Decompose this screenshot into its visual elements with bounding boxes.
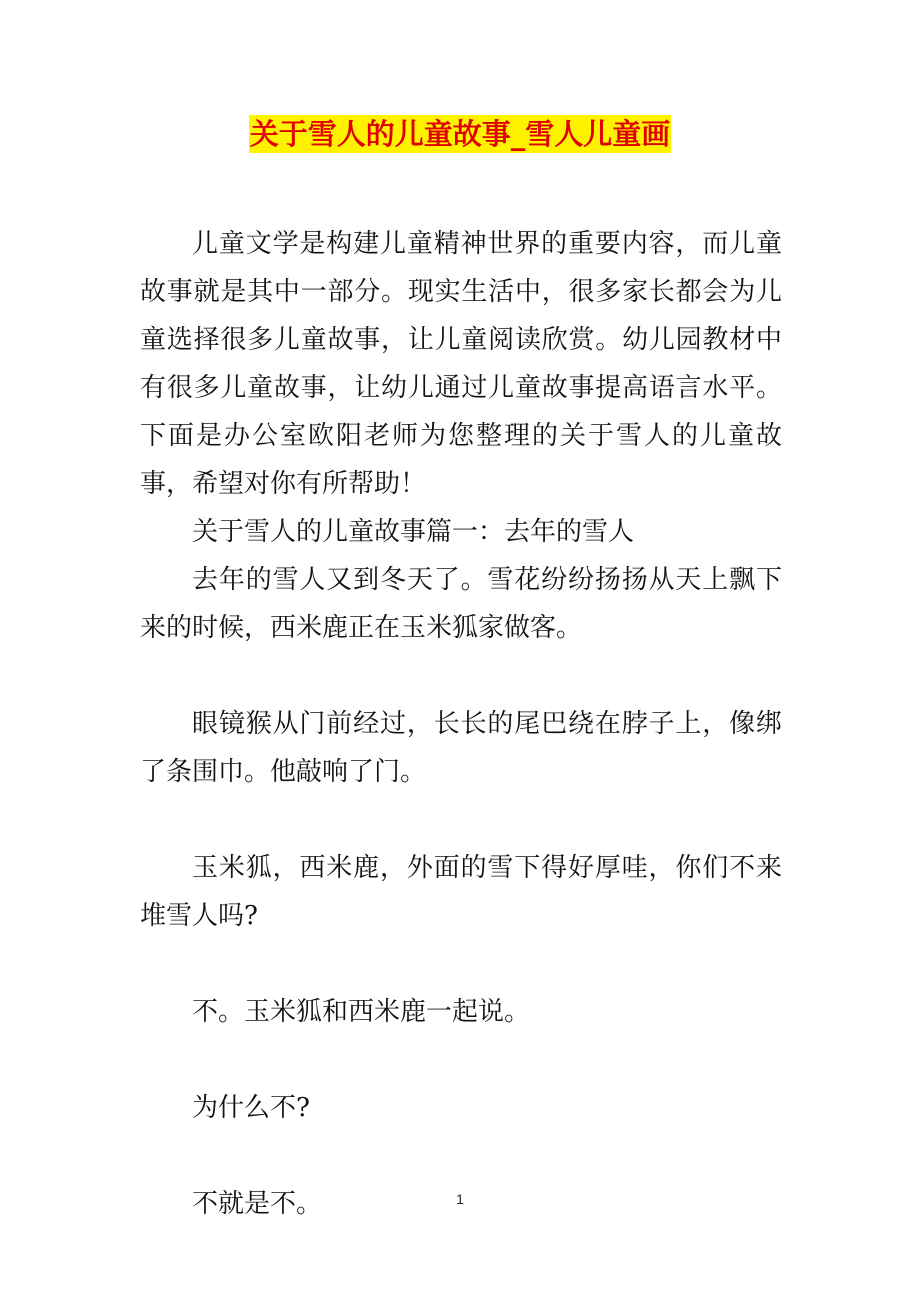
story-paragraph: 玉米狐，西米鹿，外面的雪下得好厚哇，你们不来堆雪人吗?	[140, 853, 782, 931]
section-heading: 关于雪人的儿童故事篇一：去年的雪人	[192, 517, 635, 547]
paragraph-spacer	[140, 1132, 782, 1180]
paragraph-spacer	[140, 1036, 782, 1084]
document-body	[140, 220, 782, 1228]
intro-paragraph: 儿童文学是构建儿童精神世界的重要内容，而儿童故事就是其中一部分。现实生活中，很多家长都会为儿童选择很多儿童故事，让儿童阅读欣赏。幼儿园教材中有很多儿童故事，让幼儿通过儿童故事提高语言水平。下面是办公室欧阳老师为您整理的关于雪人的儿童故事，希望对你有所帮助！	[140, 229, 782, 499]
paragraph-spacer	[140, 652, 782, 700]
story-paragraph: 为什么不?	[192, 1093, 310, 1123]
paragraph-spacer	[140, 796, 782, 844]
story-paragraph: 不。玉米狐和西米鹿一起说。	[192, 997, 531, 1027]
story-paragraph: 不就是不。	[192, 1189, 323, 1219]
page-number: 1	[456, 1191, 464, 1207]
document-title: 关于雪人的儿童故事_雪人儿童画	[249, 117, 671, 151]
document-title-wrapper	[0, 112, 920, 156]
paragraph-spacer	[140, 940, 782, 988]
story-paragraph: 去年的雪人又到冬天了。雪花纷纷扬扬从天上飘下来的时候，西米鹿正在玉米狐家做客。	[140, 565, 782, 643]
story-paragraph: 眼镜猴从门前经过，长长的尾巴绕在脖子上，像绑了条围巾。他敲响了门。	[140, 709, 782, 787]
